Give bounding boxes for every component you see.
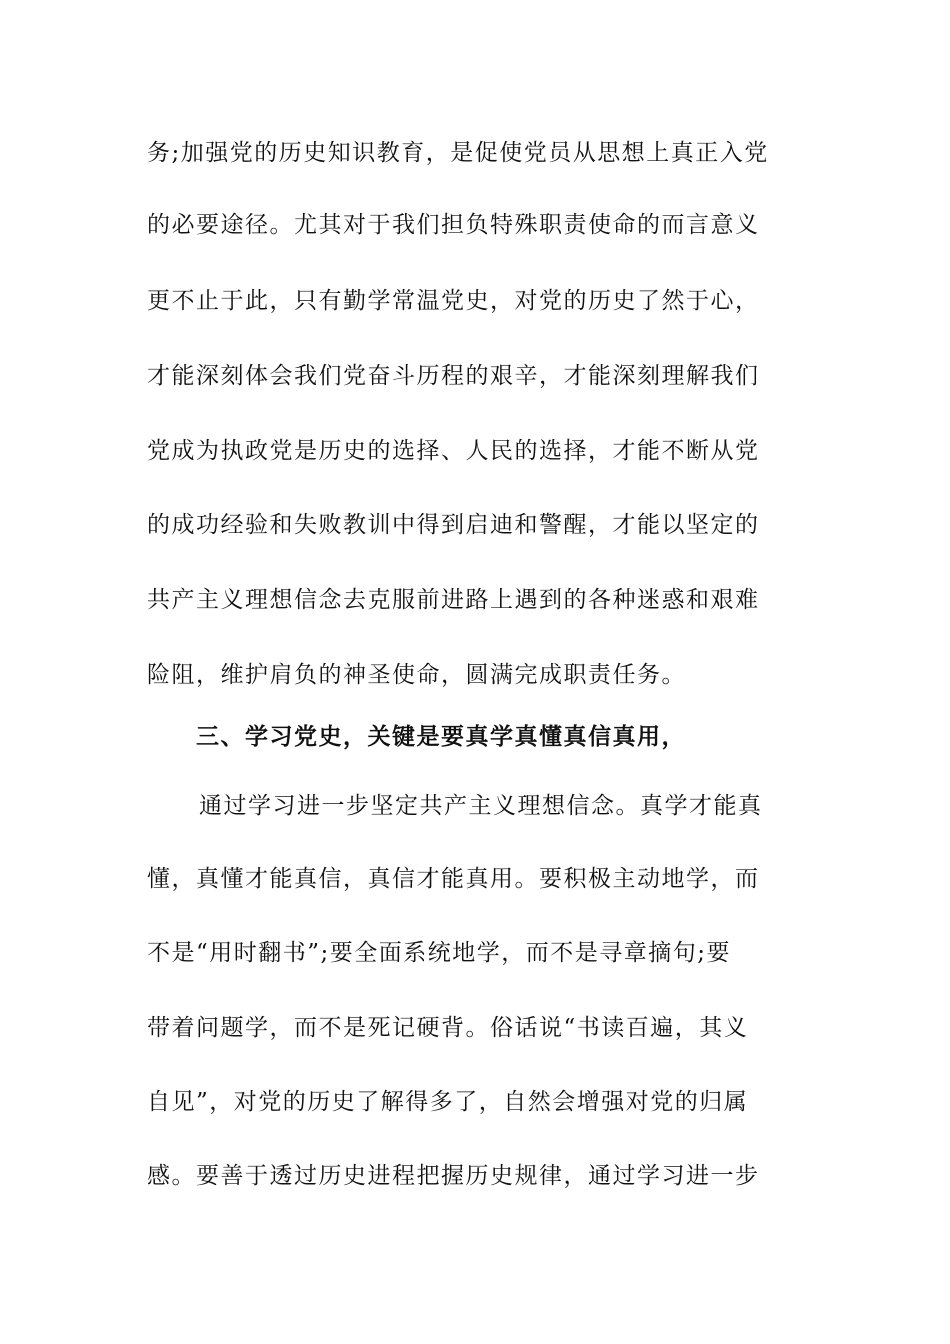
paragraph-line: 的成功经验和失败教训中得到启迪和警醒，才能以坚定的	[147, 512, 760, 538]
paragraph-line: 险阻，维护肩负的神圣使命，圆满完成职责任务。	[147, 662, 686, 688]
paragraph-line: 才能深刻体会我们党奋斗历程的艰辛，才能深刻理解我们	[147, 363, 760, 389]
paragraph-line: 感。要善于透过历史进程把握历史规律，通过学习进一步	[147, 1163, 760, 1189]
paragraph-line: 不是“用时翻书”;要全面系统地学，而不是寻章摘句;要	[147, 940, 732, 966]
paragraph-line: 懂，真懂才能真信，真信才能真用。要积极主动地学，而	[147, 866, 760, 892]
paragraph-line: 通过学习进一步坚定共产主义理想信念。真学才能真	[199, 793, 763, 819]
paragraph-line: 自见”，对党的历史了解得多了，自然会增强对党的归属	[147, 1089, 749, 1115]
paragraph-line: 的必要途径。尤其对于我们担负特殊职责使命的而言意义	[147, 212, 760, 238]
paragraph-line: 更不止于此，只有勤学常温党史，对党的历史了然于心，	[147, 288, 760, 314]
paragraph-line: 务;加强党的历史知识教育，是促使党员从思想上真正入党	[147, 140, 769, 166]
paragraph-line: 带着问题学，而不是死记硬背。俗话说“书读百遍，其义	[147, 1015, 749, 1041]
paragraph-line: 共产主义理想信念去克服前进路上遇到的各种迷惑和艰难	[147, 587, 760, 613]
paragraph-line: 党成为执政党是历史的选择、人民的选择，才能不断从党	[147, 438, 760, 464]
section-heading: 三、学习党史，关键是要真学真懂真信真用，	[196, 724, 686, 750]
